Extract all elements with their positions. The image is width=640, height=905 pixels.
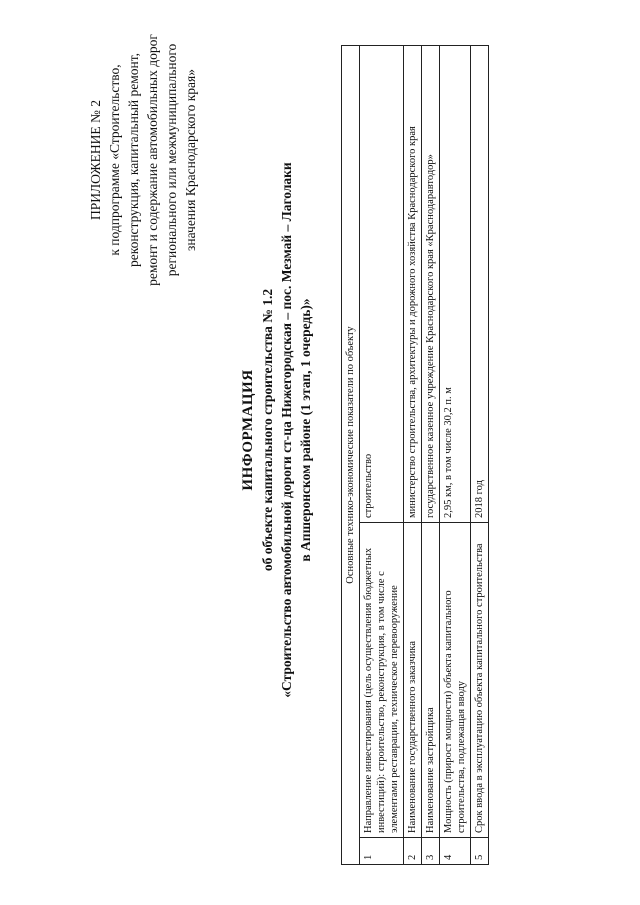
row-value: министерство строительства, архитектуры и дорожного хозяйства Краснодарского края bbox=[404, 46, 422, 523]
table-row bbox=[471, 46, 489, 865]
row-value: 2,95 км, в том числе 30,2 п. м bbox=[440, 46, 471, 523]
row-label: Мощность (прирост мощности) объекта капитального строительства, подлежащая вводу bbox=[440, 523, 471, 838]
row-number: 2 bbox=[404, 838, 422, 865]
appendix-title: ПРИЛОЖЕНИЕ № 2 bbox=[88, 99, 103, 221]
row-label: Наименование застройщика bbox=[422, 523, 440, 838]
row-label: Направление инвестирования (цель осуществления бюджетных инвестиций): строительство, реконструкция, в том числе с элементами реставрации, техническое перевооружение bbox=[360, 523, 404, 838]
table-row bbox=[422, 46, 440, 865]
appendix-line: значения Краснодарского края» bbox=[183, 69, 198, 251]
row-number: 4 bbox=[440, 838, 471, 865]
row-value: 2018 год bbox=[471, 46, 489, 523]
indicators-table bbox=[341, 45, 489, 865]
title-main: ИНФОРМАЦИЯ bbox=[240, 369, 256, 491]
title-line-1: об объекте капитального строительства № 1.2 bbox=[260, 288, 275, 572]
row-number: 3 bbox=[422, 838, 440, 865]
table-row bbox=[404, 46, 422, 865]
title-line-2: «Строительство автомобильной дороги ст-ца Нижегородская – пос. Мезмай – Лаголаки bbox=[279, 162, 294, 698]
appendix-header bbox=[86, 15, 200, 305]
table-row bbox=[440, 46, 471, 865]
row-value: строительство bbox=[360, 46, 404, 523]
document-title bbox=[238, 105, 315, 755]
row-number: 5 bbox=[471, 838, 489, 865]
table-caption: Основные технико-экономические показатели по объекту bbox=[342, 46, 360, 865]
appendix-line: ремонт и содержание автомобильных дорог bbox=[145, 34, 160, 286]
title-line-3: в Апшеронском районе (1 этап, 1 очередь)» bbox=[298, 298, 313, 562]
row-label: Наименование государственного заказчика bbox=[404, 523, 422, 838]
appendix-line: реконструкция, капитальный ремонт, bbox=[126, 52, 141, 268]
table-caption-row bbox=[342, 46, 360, 865]
table-row bbox=[360, 46, 404, 865]
appendix-line: регионального или межмуниципального bbox=[164, 43, 179, 277]
row-label: Срок ввода в эксплуатацию объекта капитального строительства bbox=[471, 523, 489, 838]
appendix-line: к подпрограмме «Строительство, bbox=[107, 64, 122, 256]
row-value: государственное казенное учреждение Краснодарского края «Краснодаравтодор» bbox=[422, 46, 440, 523]
row-number: 1 bbox=[360, 838, 404, 865]
